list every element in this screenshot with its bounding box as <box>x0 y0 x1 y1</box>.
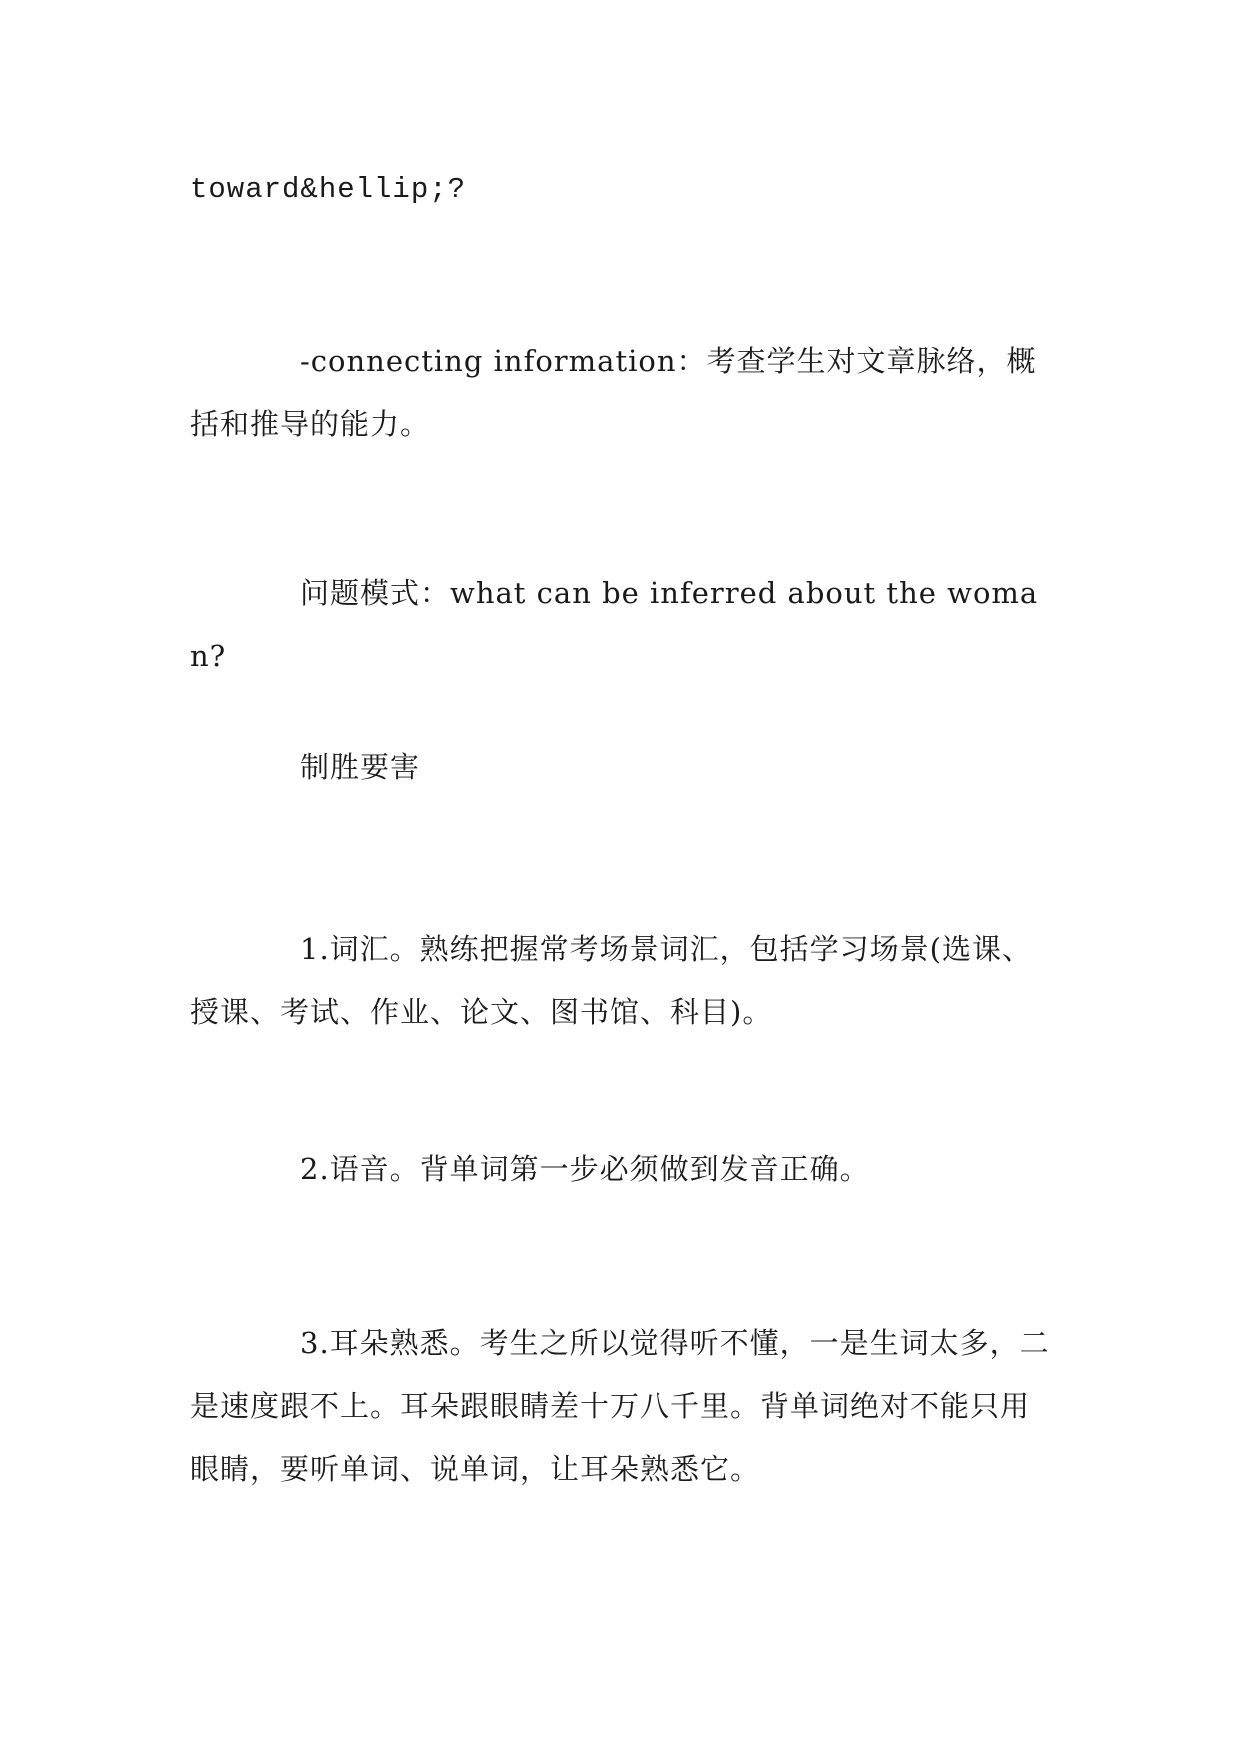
section-heading-keys-to-success: 制胜要害 <box>300 750 421 784</box>
paragraph-connecting-information: -connecting information：考查学生对文章脉络，概括和推导的能力。 <box>190 344 1037 441</box>
paragraph-question-pattern: 问题模式：what can be inferred about the woman? <box>190 576 1039 673</box>
paragraph-vocabulary: 1.词汇。熟练把握常考场景词汇，包括学习场景(选课、授课、考试、作业、论文、图书馆、科目)。 <box>190 932 1032 1029</box>
paragraph-pronunciation: 2.语音。背单词第一步必须做到发音正确。 <box>300 1152 870 1186</box>
paragraph-toward-question: toward&hellip;? <box>190 173 467 206</box>
paragraph-ear-familiarity: 3.耳朵熟悉。考生之所以觉得听不懂，一是生词太多，二是速度跟不上。耳朵跟眼睛差十万八千里。背单词绝对不能只用眼睛，要听单词、说单词，让耳朵熟悉它。 <box>190 1326 1050 1486</box>
